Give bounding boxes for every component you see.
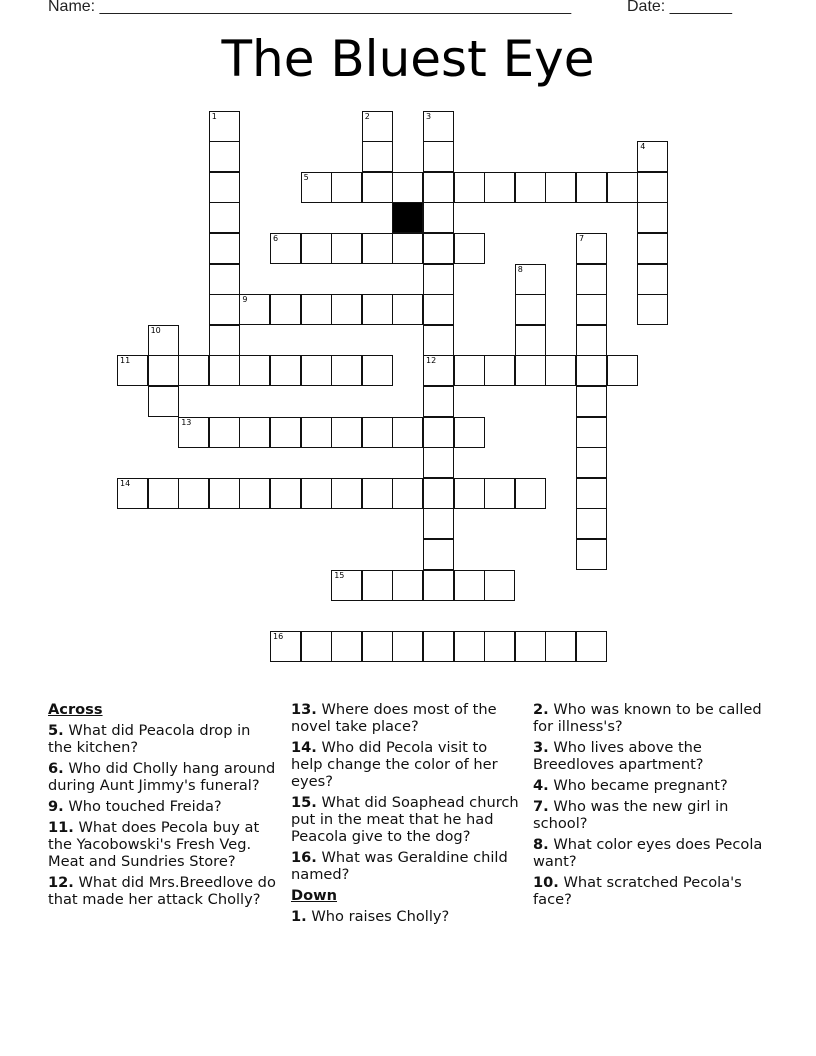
crossword-cell[interactable] bbox=[576, 508, 607, 539]
down-clue-4: 4. Who became pregnant? bbox=[533, 777, 728, 794]
crossword-cell[interactable] bbox=[454, 355, 485, 386]
crossword-cell[interactable] bbox=[178, 478, 209, 509]
crossword-cell[interactable] bbox=[484, 570, 515, 601]
crossword-cell[interactable] bbox=[637, 141, 668, 172]
crossword-cell[interactable] bbox=[454, 631, 485, 662]
crossword-cell[interactable] bbox=[148, 325, 179, 356]
clue-number: 3 bbox=[426, 111, 432, 121]
crossword-cell[interactable] bbox=[423, 264, 454, 295]
crossword-cell[interactable] bbox=[392, 233, 423, 264]
crossword-cell[interactable] bbox=[362, 570, 393, 601]
crossword-cell[interactable] bbox=[576, 172, 607, 203]
across-clue-13: 13. Where does most of the novel take place? bbox=[291, 701, 497, 735]
crossword-cell[interactable] bbox=[148, 478, 179, 509]
crossword-cell[interactable] bbox=[545, 631, 576, 662]
crossword-cell[interactable] bbox=[423, 386, 454, 417]
crossword-cell[interactable] bbox=[178, 417, 209, 448]
crossword-cell[interactable] bbox=[392, 417, 423, 448]
crossword-cell[interactable] bbox=[392, 294, 423, 325]
crossword-cell[interactable] bbox=[423, 202, 454, 233]
crossword-cell[interactable] bbox=[576, 233, 607, 264]
page-title: The Bluest Eye bbox=[221, 30, 595, 88]
crossword-cell[interactable] bbox=[331, 478, 362, 509]
down-clue-8: 8. What color eyes does Pecola want? bbox=[533, 836, 763, 870]
across-clue-16: 16. What was Geraldine child named? bbox=[291, 849, 508, 883]
crossword-cell[interactable] bbox=[515, 294, 546, 325]
crossword-cell[interactable] bbox=[209, 111, 240, 142]
down-clue-1: 1. Who raises Cholly? bbox=[291, 908, 450, 925]
crossword-cell[interactable] bbox=[301, 631, 332, 662]
crossword-cell[interactable] bbox=[209, 355, 240, 386]
crossword-cell[interactable] bbox=[301, 172, 332, 203]
crossword-cell[interactable] bbox=[576, 539, 607, 570]
across-clue-12: 12. What did Mrs.Breedlove do that made her attack Cholly? bbox=[48, 874, 276, 908]
crossword-cell[interactable] bbox=[270, 294, 301, 325]
clue-number: 1 bbox=[211, 111, 217, 121]
crossword-cell[interactable] bbox=[270, 355, 301, 386]
crossword-cell[interactable] bbox=[148, 386, 179, 417]
crossword-cell[interactable] bbox=[423, 325, 454, 356]
crossword-cell[interactable] bbox=[331, 417, 362, 448]
crossword-cell[interactable] bbox=[607, 172, 638, 203]
across-clue-11: 11. What does Pecola buy at the Yacobowski's Fresh Veg. Meat and Sundries Store? bbox=[48, 819, 260, 870]
crossword-cell[interactable] bbox=[423, 447, 454, 478]
clue-number: 6 bbox=[273, 234, 279, 243]
clue-number: 7 bbox=[579, 234, 585, 243]
crossword-cell[interactable] bbox=[392, 478, 423, 509]
across-clue-15: 15. What did Soaphead church put in the meat that he had Peacola give to the dog? bbox=[291, 794, 519, 845]
clue-number: 12 bbox=[426, 356, 437, 366]
crossword-cell[interactable] bbox=[423, 294, 454, 325]
date-label: Date: bbox=[627, 0, 666, 15]
crossword-cell[interactable] bbox=[576, 264, 607, 295]
crossword-cell[interactable] bbox=[362, 111, 393, 142]
clue-number: 10 bbox=[150, 325, 161, 335]
name-blank: _____________________________________________________ bbox=[99, 0, 572, 15]
crossword-cell[interactable] bbox=[484, 355, 515, 386]
crossword-cell[interactable] bbox=[637, 172, 668, 203]
name-label: Name: bbox=[48, 0, 96, 15]
date-blank: _______ bbox=[669, 0, 732, 15]
crossword-cell[interactable] bbox=[454, 570, 485, 601]
crossword-cell[interactable] bbox=[362, 141, 393, 172]
crossword-cell[interactable] bbox=[331, 355, 362, 386]
crossword-cell[interactable] bbox=[270, 233, 301, 264]
crossword-cell[interactable] bbox=[331, 233, 362, 264]
clue-column-2 bbox=[291, 701, 521, 929]
crossword-cell[interactable] bbox=[362, 172, 393, 203]
crossword-cell[interactable] bbox=[515, 478, 546, 509]
crossword-cell[interactable] bbox=[239, 417, 270, 448]
crossword-cell[interactable] bbox=[423, 355, 454, 386]
clue-number: 13 bbox=[181, 417, 192, 427]
crossword-cell[interactable] bbox=[515, 172, 546, 203]
down-clue-2: 2. Who was known to be called for illness's? bbox=[533, 701, 762, 735]
crossword-cell[interactable] bbox=[209, 202, 240, 233]
crossword-cell[interactable] bbox=[423, 172, 454, 203]
crossword-cell[interactable] bbox=[515, 355, 546, 386]
crossword-cell[interactable] bbox=[392, 570, 423, 601]
crossword-cell[interactable] bbox=[576, 355, 607, 386]
crossword-cell[interactable] bbox=[301, 233, 332, 264]
crossword-cell[interactable] bbox=[545, 172, 576, 203]
crossword-cell[interactable] bbox=[117, 355, 148, 386]
crossword-cell[interactable] bbox=[637, 233, 668, 264]
crossword-cell[interactable] bbox=[423, 539, 454, 570]
crossword-cell[interactable] bbox=[209, 141, 240, 172]
crossword-cell[interactable] bbox=[331, 172, 362, 203]
crossword-cell[interactable] bbox=[484, 478, 515, 509]
clue-number: 8 bbox=[517, 264, 523, 274]
crossword-cell[interactable] bbox=[362, 233, 393, 264]
crossword-cell[interactable] bbox=[239, 294, 270, 325]
crossword-cell[interactable] bbox=[484, 631, 515, 662]
crossword-cell[interactable] bbox=[637, 202, 668, 233]
crossword-cell[interactable] bbox=[454, 172, 485, 203]
crossword-cell[interactable] bbox=[576, 631, 607, 662]
crossword-cell[interactable] bbox=[148, 355, 179, 386]
crossword-cell[interactable] bbox=[454, 233, 485, 264]
crossword-cell[interactable] bbox=[362, 478, 393, 509]
clue-number: 14 bbox=[120, 478, 131, 488]
across-clue-5: 5. What did Peacola drop in the kitchen? bbox=[48, 722, 251, 756]
crossword-cell[interactable] bbox=[423, 141, 454, 172]
crossword-cell[interactable] bbox=[392, 631, 423, 662]
clue-number: 2 bbox=[364, 111, 370, 121]
crossword-cell[interactable] bbox=[576, 417, 607, 448]
clue-number: 15 bbox=[334, 570, 345, 580]
crossword-cell[interactable] bbox=[637, 264, 668, 295]
crossword-cell[interactable] bbox=[270, 631, 301, 662]
clue-column-3 bbox=[533, 701, 763, 912]
crossword-cell[interactable] bbox=[301, 355, 332, 386]
across-clue-14: 14. Who did Pecola visit to help change the color of her eyes? bbox=[291, 739, 498, 790]
crossword-cell[interactable] bbox=[454, 478, 485, 509]
crossword-cell[interactable] bbox=[545, 355, 576, 386]
crossword-cell[interactable] bbox=[362, 417, 393, 448]
clue-number: 11 bbox=[120, 356, 131, 366]
crossword-cell[interactable] bbox=[301, 417, 332, 448]
crossword-cell[interactable] bbox=[607, 355, 638, 386]
down-clue-3: 3. Who lives above the Breedloves apartment? bbox=[533, 739, 704, 773]
across-clue-9: 9. Who touched Freida? bbox=[48, 798, 222, 815]
clue-column-1 bbox=[48, 701, 278, 912]
crossword-cell[interactable] bbox=[239, 478, 270, 509]
crossword-cell[interactable] bbox=[209, 325, 240, 356]
crossword-cell[interactable] bbox=[209, 233, 240, 264]
crossword-cell[interactable] bbox=[331, 570, 362, 601]
crossword-cell[interactable] bbox=[270, 417, 301, 448]
crossword-cell[interactable] bbox=[331, 631, 362, 662]
crossword-cell[interactable] bbox=[576, 478, 607, 509]
black-cell bbox=[392, 202, 423, 233]
crossword-cell[interactable] bbox=[423, 631, 454, 662]
down-clue-10: 10. What scratched Pecola's face? bbox=[533, 874, 742, 908]
crossword-cell[interactable] bbox=[515, 631, 546, 662]
crossword-cell[interactable] bbox=[423, 111, 454, 142]
down-clue-7: 7. Who was the new girl in school? bbox=[533, 798, 729, 832]
clue-number: 4 bbox=[640, 142, 646, 152]
across-heading: Across bbox=[48, 701, 103, 718]
crossword-cell[interactable] bbox=[270, 478, 301, 509]
crossword-cell[interactable] bbox=[576, 386, 607, 417]
crossword-cell[interactable] bbox=[209, 172, 240, 203]
crossword-cell[interactable] bbox=[515, 325, 546, 356]
crossword-cell[interactable] bbox=[209, 294, 240, 325]
crossword-cell[interactable] bbox=[301, 478, 332, 509]
crossword-cell[interactable] bbox=[362, 294, 393, 325]
across-clue-6: 6. Who did Cholly hang around during Aunt Jimmy's funeral? bbox=[48, 760, 276, 794]
crossword-cell[interactable] bbox=[423, 478, 454, 509]
clue-number: 9 bbox=[242, 295, 248, 305]
crossword-cell[interactable] bbox=[209, 417, 240, 448]
crossword-cell[interactable] bbox=[454, 417, 485, 448]
crossword-cell[interactable] bbox=[239, 355, 270, 386]
clue-number: 5 bbox=[303, 172, 309, 182]
crossword-cell[interactable] bbox=[423, 233, 454, 264]
crossword-cell[interactable] bbox=[423, 508, 454, 539]
crossword-cell[interactable] bbox=[423, 417, 454, 448]
crossword-cell[interactable] bbox=[362, 631, 393, 662]
crossword-cell[interactable] bbox=[209, 478, 240, 509]
crossword-cell[interactable] bbox=[637, 294, 668, 325]
crossword-cell[interactable] bbox=[576, 294, 607, 325]
crossword-cell[interactable] bbox=[117, 478, 148, 509]
crossword-cell[interactable] bbox=[423, 570, 454, 601]
crossword-cell[interactable] bbox=[209, 264, 240, 295]
crossword-cell[interactable] bbox=[331, 294, 362, 325]
crossword-cell[interactable] bbox=[515, 264, 546, 295]
crossword-cell[interactable] bbox=[484, 172, 515, 203]
clue-number: 16 bbox=[273, 631, 284, 641]
crossword-cell[interactable] bbox=[301, 294, 332, 325]
down-heading: Down bbox=[291, 887, 338, 904]
crossword-cell[interactable] bbox=[362, 355, 393, 386]
crossword-cell[interactable] bbox=[392, 172, 423, 203]
crossword-cell[interactable] bbox=[576, 325, 607, 356]
crossword-cell[interactable] bbox=[178, 355, 209, 386]
crossword-cell[interactable] bbox=[576, 447, 607, 478]
